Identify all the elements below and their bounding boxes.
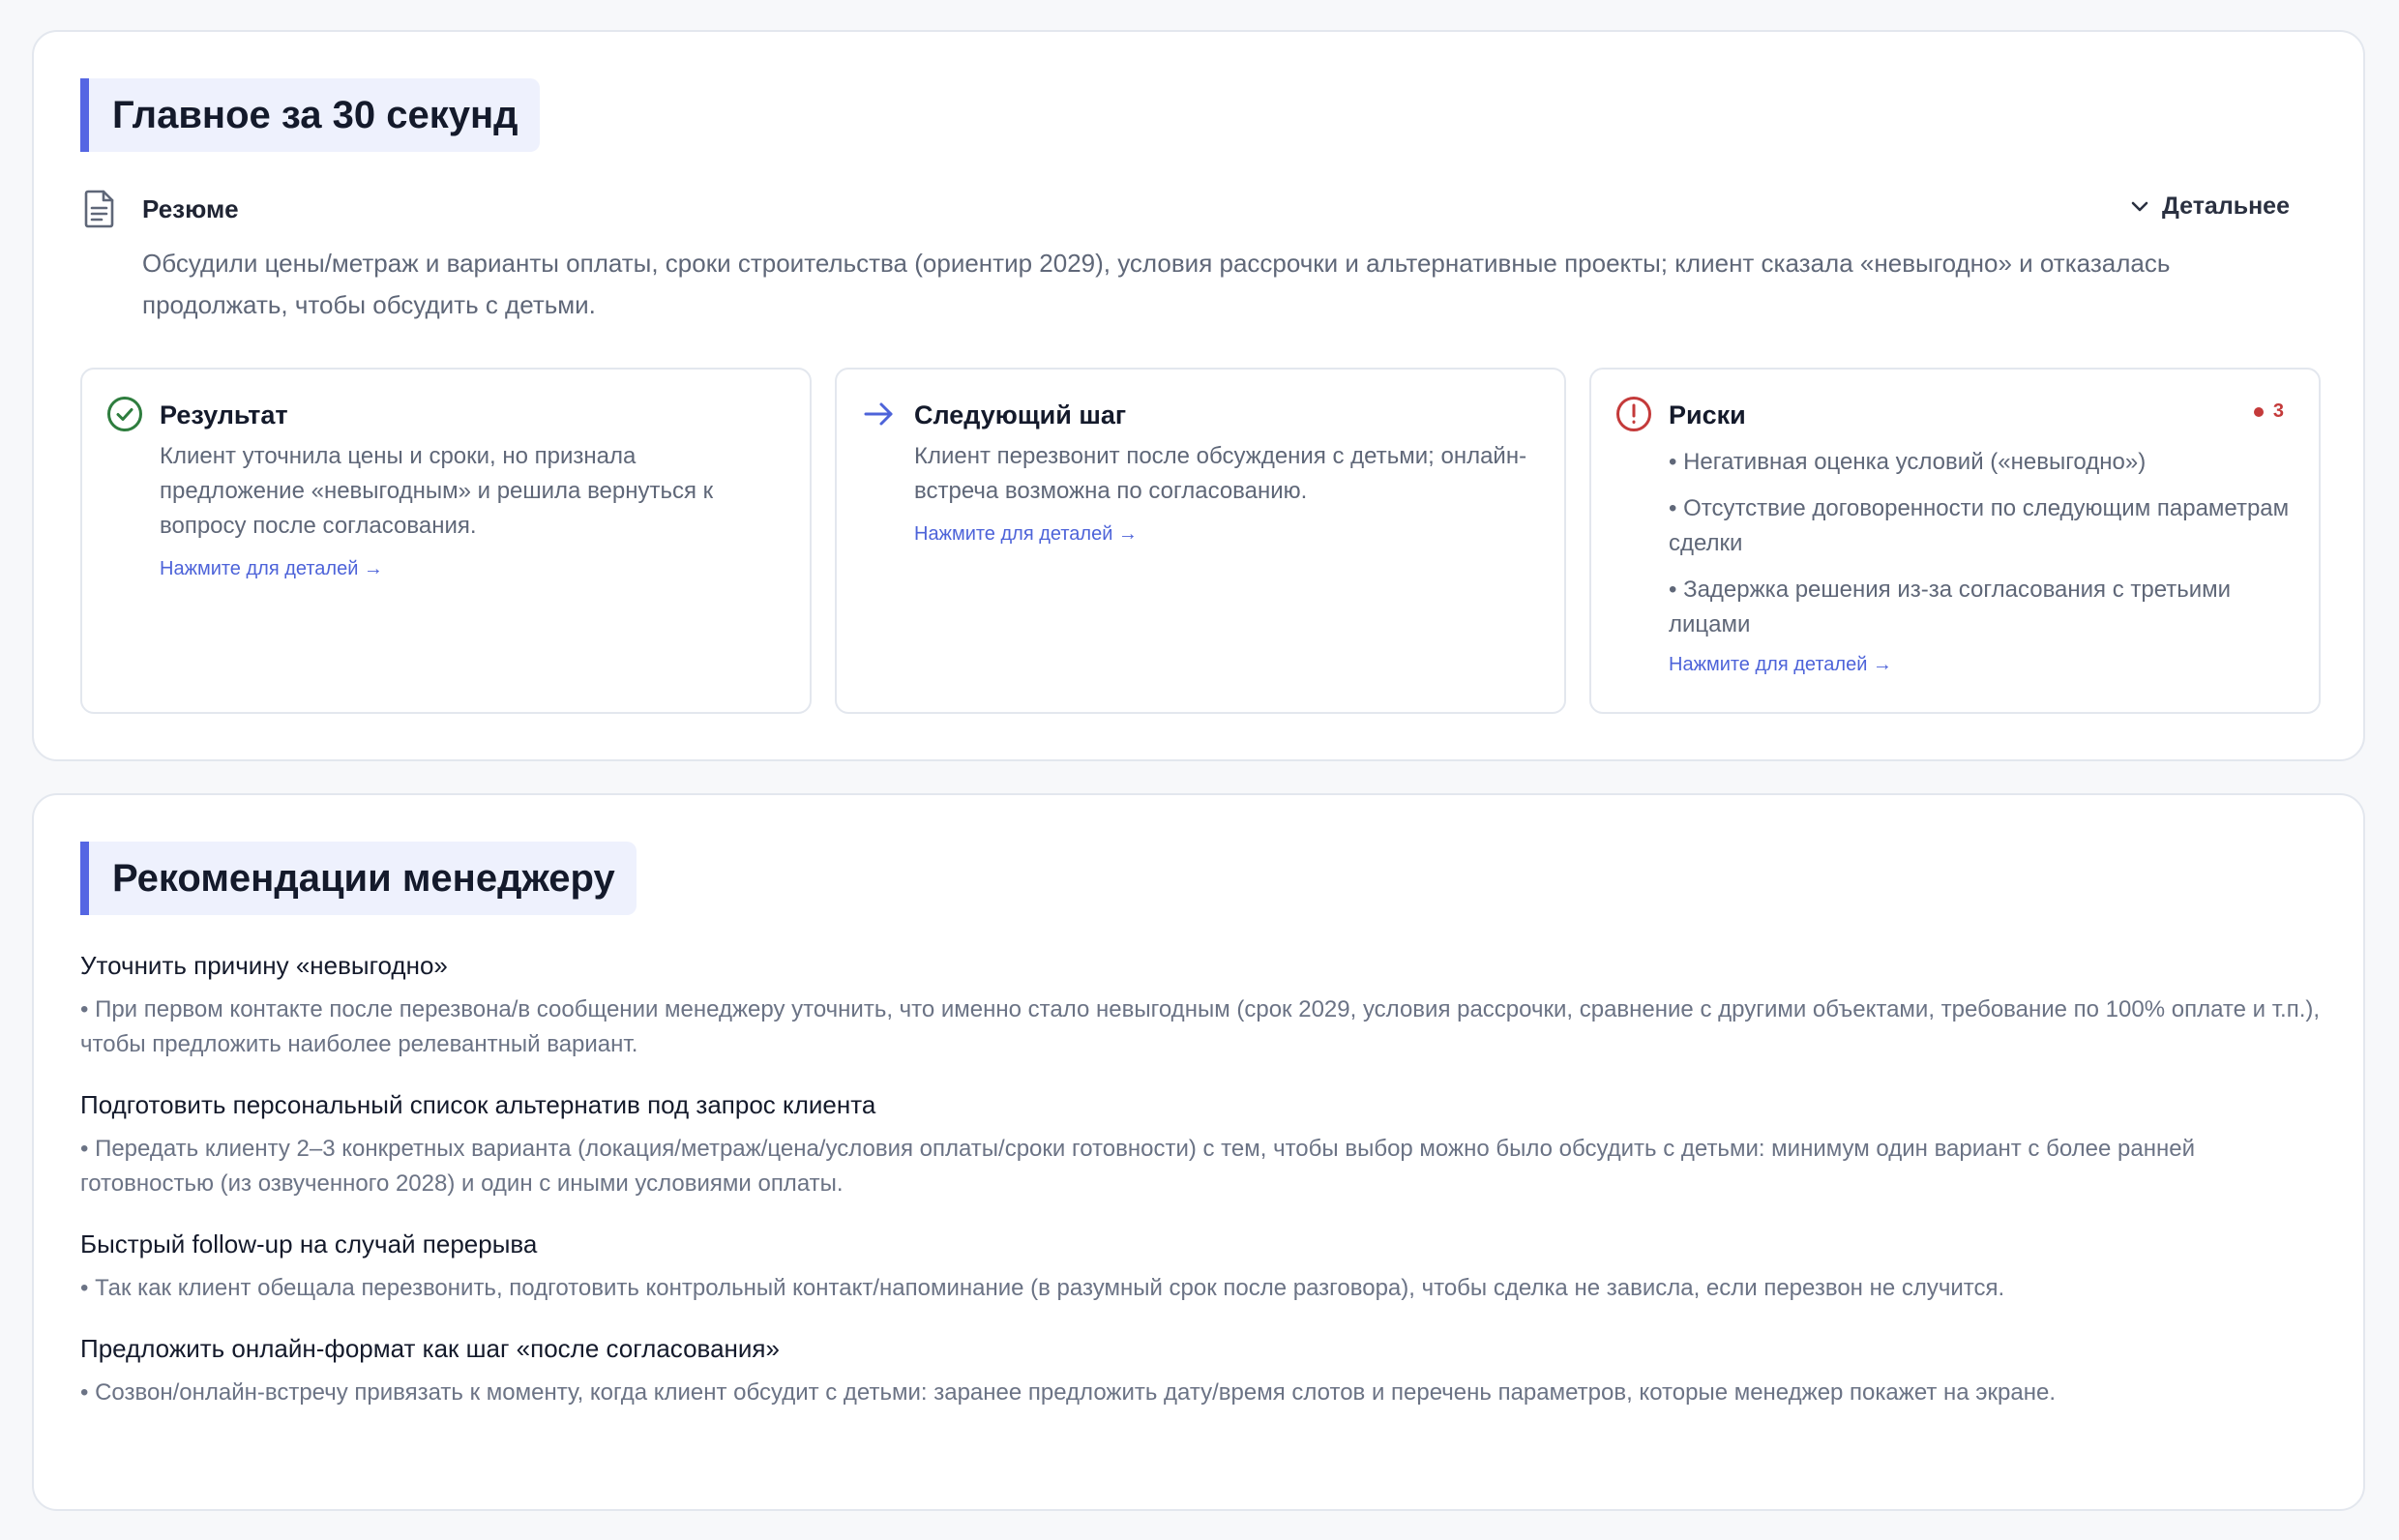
recommendation-item [80,1089,2325,1201]
recommendation-text: • При первом контакте после перезвона/в сообщении менеджеру уточнить, что именно стало невыгодным (срок 2029, условия рассрочки, сравнение с другими объектами, требование по 100% оплате и т.п.), чтобы предложить наиболее релевантный вариант. [80,996,2321,1057]
recommendation-title: Предложить онлайн-формат как шаг «после согласования» [80,1334,780,1363]
summary-panel [32,30,2365,761]
recommendation-text: • Созвон/онлайн-встречу привязать к моменту, когда клиент обсудит с детьми: заранее предложить дату/время слотов и перечень параметров, которые менеджер покажет на экране. [80,1379,2057,1406]
risk-item: • Негативная оценка условий («невыгодно») [1669,449,2147,475]
risks-details-link[interactable]: Нажмите для деталей → [1669,654,1892,675]
resume-label: Резюме [142,194,239,223]
next-step-title: Следующий шаг [914,400,1127,429]
recommendation-item [80,950,2325,1062]
risk-dot-icon [2254,407,2264,417]
recommendation-text: • Передать клиенту 2–3 конкретных варианта (локация/метраж/цена/условия оплаты/сроки готовности) с тем, чтобы выбор можно было обсудить с детьми: минимум один вариант с более ранней готовностью (из озвученного 2028) и один с иными условиями оплаты. [80,1136,2195,1197]
recommendations-panel [32,793,2365,1511]
recommendation-title: Подготовить персональный список альтернатив под запрос клиента [80,1090,876,1119]
result-text: Клиент уточнила цены и сроки, но признала предложение «невыгодным» и решила вернуться к вопросу после согласования. [160,443,714,539]
document-icon [80,189,119,229]
recommendation-item [80,1333,2325,1410]
recommendation-item [80,1229,2325,1306]
recommendation-title: Быстрый follow-up на случай перерыва [80,1229,538,1259]
recommendation-text: • Так как клиент обещала перезвонить, подготовить контрольный контакт/напоминание (в разумный срок после разговора), чтобы сделка не зависла, если перезвон не случится. [80,1275,2005,1301]
risk-count: 3 [2272,400,2284,422]
next-step-card[interactable] [835,368,1566,714]
risk-count-badge [2254,400,2284,423]
risk-list [1669,445,2297,676]
check-circle-icon [105,395,144,433]
chevron-down-icon [2129,196,2150,218]
details-toggle-button[interactable] [2129,192,2290,221]
result-details-link[interactable]: Нажмите для деталей → [160,558,383,579]
alert-circle-icon [1614,395,1653,433]
next-step-details-link[interactable]: Нажмите для деталей → [914,523,1138,545]
risk-item: • Задержка решения из-за согласования с третьими лицами [1669,577,2232,637]
details-toggle-label: Детальнее [2162,192,2290,220]
resume-text: Обсудили цены/метраж и варианты оплаты, сроки строительства (ориентир 2029), условия рассрочки и альтернативные проекты; клиент сказала «невыгодно» и отказалась продолжать, чтобы обсудить с детьми. [142,249,2171,319]
arrow-right-icon [860,395,899,433]
risks-title: Риски [1669,400,1746,429]
next-step-text: Клиент перезвонит после обсуждения с детьми; онлайн-встреча возможна по согласованию. [914,443,1527,504]
risks-card[interactable] [1589,368,2321,714]
risk-item: • Отсутствие договоренности по следующим параметрам сделки [1669,495,2290,556]
recommendations-list [80,950,2325,1437]
recommendations-title: Рекомендации менеджеру [80,842,637,915]
result-card[interactable] [80,368,812,714]
recommendation-title: Уточнить причину «невыгодно» [80,951,448,980]
result-title: Результат [160,400,288,429]
summary-title: Главное за 30 секунд [80,78,540,152]
